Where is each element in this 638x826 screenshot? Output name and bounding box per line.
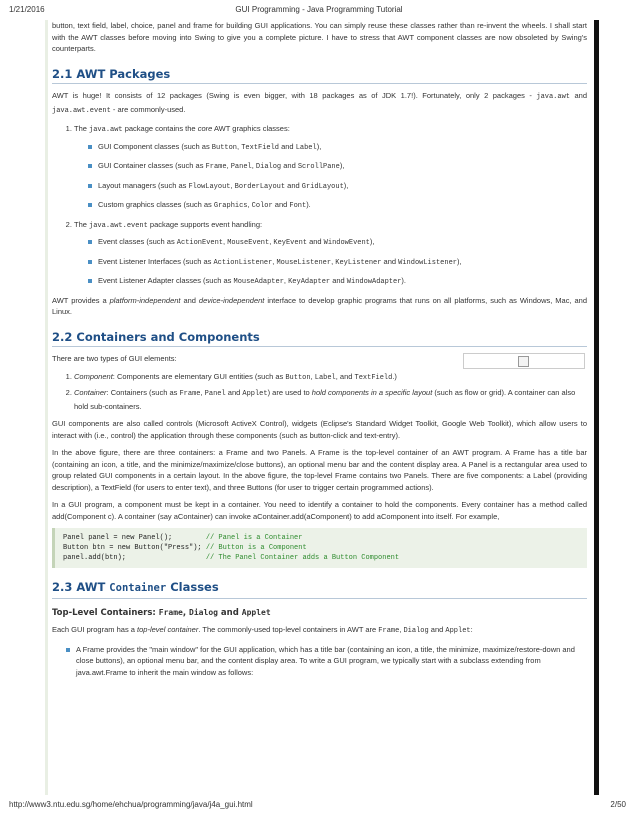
list-item-java-awt-event: 2. The java.awt.event package supports event handling: Event classes (such as ActionEvent, MouseEvent, KeyEvent and WindowEvent), Event Listener Interfaces (such as ActionListener, MouseListener, KeyListener and WindowListener), Event Listener Adapter classes (such as MouseAdapter, KeyAdapter and WindowAdapter). [74,219,587,289]
section-heading-awt-packages: 2.1 AWT Packages [52,69,587,85]
list-item-component: 1. Component: Components are elementary GUI entities (such as Button, Label, and TextField.) [74,371,587,385]
gui-elements-intro: There are two types of GUI elements: [52,354,177,363]
list-item-java-awt: 1. The java.awt package contains the core AWT graphics classes: GUI Component classes (such as Button, TextField and Label), GUI Container classes (such as Frame, Panel, Dialog and ScrollPane), Layout managers (such as FlowLayout, BorderLayout and GridLayout), Custom graphics classes (such as Graphics, Color and Font). [74,123,587,213]
code-line: Panel panel = new Panel(); // Panel is a Container [63,534,303,542]
list-item: Custom graphics classes (such as Graphics, Color and Font). [88,199,587,213]
right-margin-bar [594,20,599,795]
controls-paragraph: GUI components are also called controls (Microsoft ActiveX Control), widgets (Eclipse's Standard Widget Toolkit, Google Web Toolkit), which allow users to interact with (i.e., control) the application through these components (such as button-click and text-entry). [52,419,587,440]
intro-paragraph: button, text field, label, choice, panel and frame for building GUI applications. You can simply reuse these classes rather than re-invent the wheels. I shall start with the AWT classes before moving into Swing to give you a complete picture. I have to stress that AWT component classes are now obsoleted by Swing's counterparts. [52,21,587,53]
list-item: GUI Component classes (such as Button, TextField and Label), [88,141,587,155]
section-heading-containers: 2.2 Containers and Components [52,332,587,348]
top-level-container-paragraph: Each GUI program has a top-level container. The commonly-used top-level containers in AWT are Frame, Dialog and Applet: [52,625,473,635]
print-url: http://www3.ntu.edu.sg/home/ehchua/programming/java/j4a_gui.html [9,800,253,809]
event-class-list [74,236,587,289]
section-heading-awt-container-classes: 2.3 AWT Container Classes [52,582,587,599]
awt-class-list [74,141,587,213]
figure-image-placeholder [463,353,585,369]
subheading-top-level-containers: Top-Level Containers: Frame, Dialog and Applet [52,607,271,618]
container-add-paragraph: In a GUI program, a component must be kept in a container. You need to identify a container to hold the components. Every container has a method called add(Component c). A container (say aContainer) can invoke aContainer.add(aComponent) to add aComponent into itself. For example, [52,500,587,521]
list-item-frame: A Frame provides the "main window" for the GUI application, which has a title bar (containing an icon, a title, the minimize, maximize/restore-down and close buttons), an optional menu bar, and the content display area. To write a GUI program, we typically start with a subclass extending from java.awt.Frame to inherit the main window as follows: [66,644,587,679]
code-example [52,528,587,568]
code-line: panel.add(btn); // The Panel Container adds a Button Component [63,554,400,562]
list-item: GUI Container classes (such as Frame, Panel, Dialog and ScrollPane), [88,160,587,174]
left-margin-bar [45,20,48,795]
broken-image-icon [518,356,529,367]
page-number: 2/50 [610,800,626,809]
print-title: GUI Programming - Java Programming Tutorial [235,5,403,14]
package-list [52,123,587,289]
code-line: Button btn = new Button("Press"); // Button is a Component [63,544,307,552]
figure-description-paragraph: In the above figure, there are three containers: a Frame and two Panels. A Frame is the top-level container of an AWT program. A Frame has a title bar (containing an icon, a title, and the minimize/maximize/close buttons), an optional menu bar and the content display area. A Panel is a rectangular area used to group related GUI components in a certain layout. In the above figure, the top-level Frame contains two Panels. There are five components: a Label (providing description), a TextField (for users to enter text), and three Buttons (for user to trigger certain programmed actions). [52,448,587,492]
list-item: Event Listener Adapter classes (such as MouseAdapter, KeyAdapter and WindowAdapter). [88,275,587,289]
platform-paragraph: AWT provides a platform-independent and device-independent interface to develop graphic programs that runs on all platforms, such as Windows, Mac, and Linux. [52,295,587,316]
awt-packages-paragraph: AWT is huge! It consists of 12 packages (Swing is even bigger, with 18 packages as of JDK 1.7!). Fortunately, only 2 packages - java.awt and java.awt.event - are commonly-used. [52,91,587,115]
list-item: Event classes (such as ActionEvent, MouseEvent, KeyEvent and WindowEvent), [88,236,587,250]
list-item: Layout managers (such as FlowLayout, BorderLayout and GridLayout), [88,180,587,194]
list-item: Event Listener Interfaces (such as ActionListener, MouseListener, KeyListener and WindowListener), [88,256,587,270]
page-header [0,3,638,17]
top-level-container-list [52,644,587,679]
list-item-container: 2. Container: Containers (such as Frame, Panel and Applet) are used to hold components in a specific layout (such as flow or grid). A container can also hold sub-containers. [74,387,587,412]
print-date: 1/21/2016 [9,5,45,14]
article-content [52,20,587,684]
gui-element-types-list [52,371,587,413]
